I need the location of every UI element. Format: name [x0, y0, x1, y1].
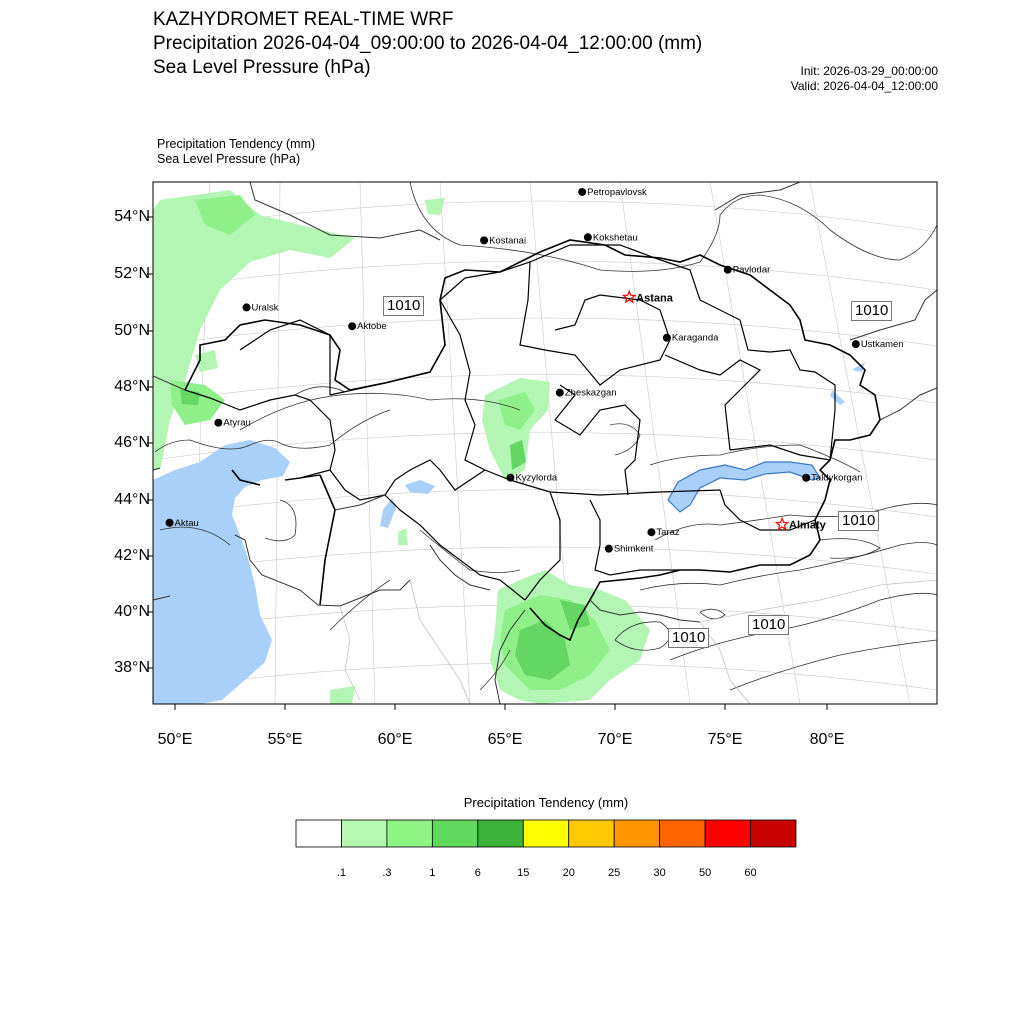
colorbar-swatch: [523, 820, 568, 847]
colorbar-swatch: [341, 820, 386, 847]
longitude-label: 75°E: [707, 731, 743, 748]
latitude-label: 54°N: [114, 208, 150, 225]
colorbar-swatch: [478, 820, 523, 847]
capital-label: Almaty: [789, 519, 826, 532]
colorbar-swatch: [705, 820, 750, 847]
city-label: Taraz: [656, 527, 680, 539]
title-line-2: Precipitation 2026-04-04_09:00:00 to 2026-04-04_12:00:00 (mm): [153, 33, 703, 54]
latitude-label: 40°N: [114, 603, 150, 620]
title-line-3: Sea Level Pressure (hPa): [153, 57, 371, 78]
longitude-label: 55°E: [267, 731, 303, 748]
city-label: Zheskazgan: [564, 387, 617, 399]
title-line-1: KAZHYDROMET REAL-TIME WRF: [153, 9, 454, 30]
city-label: Uralsk: [251, 302, 279, 314]
city-label: Pavlodar: [732, 264, 771, 276]
latitude-label: 50°N: [114, 322, 150, 339]
latitude-label: 48°N: [114, 378, 150, 395]
isobar-label: 1010: [838, 511, 879, 531]
capital-label: Astana: [636, 292, 673, 305]
panel-subtitle-2: Sea Level Pressure (hPa): [157, 152, 301, 166]
colorbar-label: 15: [517, 867, 530, 879]
isobar-label: 1010: [851, 301, 892, 321]
init-time: Init: 2026-03-29_00:00:00: [800, 64, 938, 78]
colorbar-title: Precipitation Tendency (mm): [463, 795, 629, 810]
city-label: Aktau: [174, 517, 199, 529]
colorbar-label: 20: [562, 867, 575, 879]
colorbar-label: 30: [653, 867, 666, 879]
latitude-label: 44°N: [114, 491, 150, 508]
isobar-label: 1010: [668, 628, 709, 648]
city-label: Kostanai: [489, 235, 527, 247]
city-label: Taldykorgan: [811, 472, 863, 484]
city-label: Atyrau: [223, 417, 251, 429]
colorbar-label: 50: [698, 867, 712, 879]
latitude-label: 46°N: [114, 434, 150, 451]
city-label: Karaganda: [671, 332, 719, 344]
colorbar-swatch: [660, 820, 705, 847]
colorbar-label: 6: [474, 867, 481, 879]
colorbar-swatch: [387, 820, 432, 847]
city-label: Aktobe: [357, 321, 387, 333]
panel-subtitle-1: Precipitation Tendency (mm): [157, 137, 316, 151]
colorbar-label: 60: [744, 867, 757, 879]
latitude-label: 52°N: [114, 265, 150, 282]
city-label: Shimkent: [613, 543, 654, 555]
latitude-label: 42°N: [114, 547, 150, 564]
isobar-label: 1010: [383, 296, 424, 316]
longitude-label: 60°E: [377, 731, 413, 748]
colorbar-label: .3: [382, 867, 392, 879]
colorbar-label: 1: [429, 867, 436, 879]
valid-time: Valid: 2026-04-04_12:00:00: [790, 79, 938, 93]
colorbar-swatch: [569, 820, 614, 847]
longitude-label: 70°E: [597, 731, 633, 748]
colorbar-swatch: [751, 820, 796, 847]
city-label: Ustkamen: [860, 339, 904, 351]
isobar-label: 1010: [748, 615, 789, 635]
colorbar-label: 25: [608, 867, 621, 879]
city-label: Kokshetau: [592, 232, 638, 244]
colorbar-label: .1: [336, 867, 347, 879]
city-label: Petropavlovsk: [587, 186, 647, 198]
latitude-label: 38°N: [114, 659, 150, 676]
city-label: Kyzylorda: [515, 472, 558, 484]
colorbar-swatch: [296, 820, 341, 847]
longitude-label: 80°E: [809, 731, 845, 748]
longitude-label: 50°E: [157, 731, 193, 748]
colorbar-swatch: [432, 820, 477, 847]
longitude-label: 65°E: [487, 731, 523, 748]
colorbar-swatch: [614, 820, 659, 847]
